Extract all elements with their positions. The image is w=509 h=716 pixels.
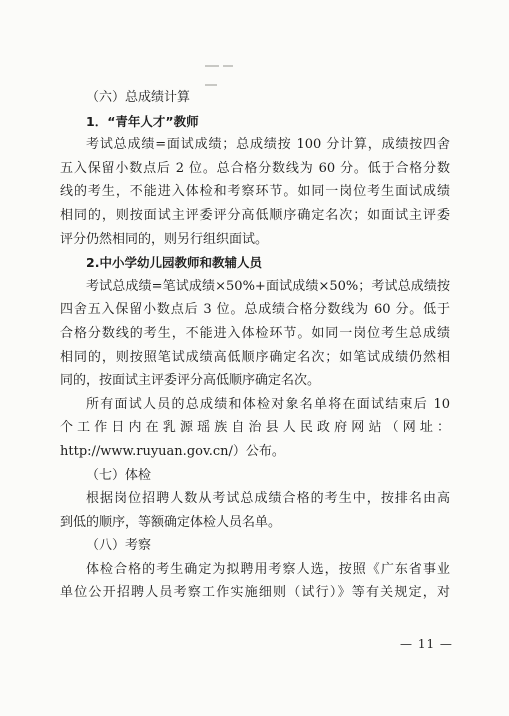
- text-line: 2.中小学幼儿园教师和教辅人员: [86, 255, 262, 271]
- document-body: [60, 86, 450, 605]
- text-line: 五入保留小数点后 2 位。总合格分数线为 60 分。低于合格分数: [60, 160, 450, 176]
- text-line: 个工作日内在乳源瑶族自治县人民政府网站（网址：: [60, 420, 450, 436]
- text-line: 1．“青年人才”教师: [86, 113, 199, 129]
- text-line: 体检合格的考生确定为拟聘用考察人选，按照《广东省事业: [86, 561, 450, 577]
- text-line: 评分仍然相同的，则另行组织面试。: [60, 231, 269, 247]
- text-line: 相同的，则按面试主评委评分高低顺序确定名次；如面试主评委: [60, 207, 450, 223]
- text-line: 合格分数线的考生，不能进入体检环节。如同一岗位考生总成绩: [60, 325, 450, 341]
- text-line: 线的考生，不能进入体检和考察环节。如同一岗位考生面试成绩: [60, 184, 450, 200]
- page-number: — 11 —: [400, 637, 453, 651]
- header-scan-mark: [205, 55, 251, 63]
- text-line: 相同的，则按照笔试成绩高低顺序确定名次；如笔试成绩仍然相: [60, 349, 450, 365]
- text-line: 根据岗位招聘人数从考试总成绩合格的考生中，按排名由高: [86, 491, 450, 507]
- text-line: 到低的顺序，等额确定体检人员名单。: [60, 514, 282, 530]
- text-line: 四舍五入保留小数点后 3 位。总成绩合格分数线为 60 分。低于: [60, 302, 450, 318]
- text-line: 单位公开招聘人员考察工作实施细则（试行）》等有关规定，对: [60, 585, 450, 601]
- text-line: 考试总成绩=笔试成绩×50%+面试成绩×50%；考试总成绩按: [86, 278, 450, 294]
- text-line: （七）体检: [86, 467, 152, 483]
- text-line: 所有面试人员的总成绩和体检对象名单将在面试结束后 10: [86, 396, 450, 412]
- text-line: 考试总成绩=面试成绩；总成绩按 100 分计算，成绩按四舍: [86, 137, 450, 153]
- text-line: http://www.ruyuan.gov.cn/）公布。: [60, 443, 285, 459]
- text-line: （八）考察: [86, 538, 152, 554]
- text-line: 同的，按面试主评委评分高低顺序确定名次。: [60, 373, 321, 389]
- text-line: （六）总成绩计算: [86, 90, 191, 105]
